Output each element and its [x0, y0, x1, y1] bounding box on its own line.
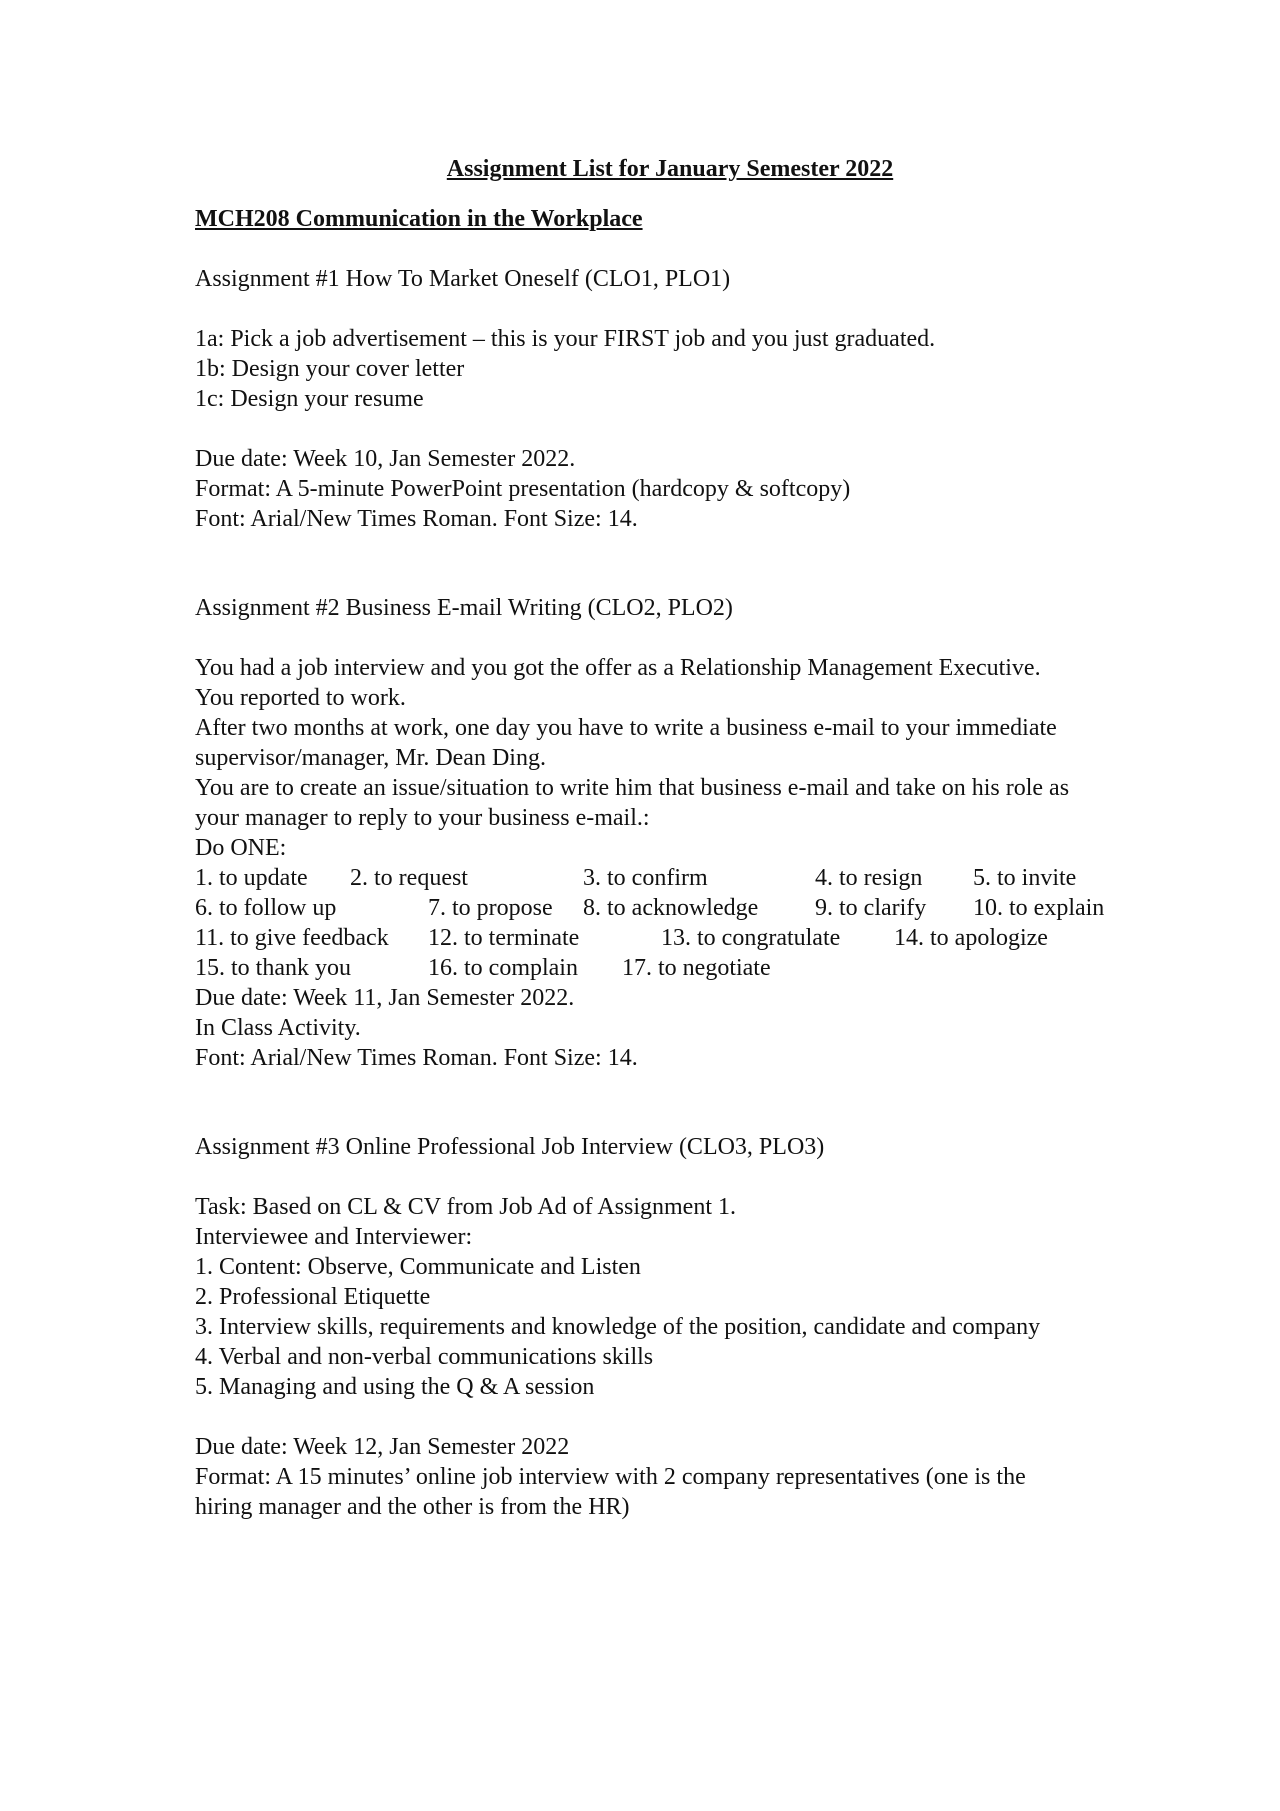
assignment-3-roles: Interviewee and Interviewer:	[195, 1224, 473, 1250]
option-item: 16. to complain	[428, 955, 578, 981]
assignment-2-paragraph-line: your manager to reply to your business e-mail.:	[195, 805, 650, 831]
option-item: 5. to invite	[973, 865, 1077, 891]
option-item: 11. to give feedback	[195, 925, 389, 951]
option-item: 4. to resign	[815, 865, 923, 891]
assignment-3-due-date: Due date: Week 12, Jan Semester 2022	[195, 1434, 570, 1460]
assignment-1-format: Format: A 5-minute PowerPoint presentation (hardcopy & softcopy)	[195, 476, 851, 502]
option-item: 15. to thank you	[195, 955, 351, 981]
assignment-1-task-1a: 1a: Pick a job advertisement – this is your FIRST job and you just graduated.	[195, 326, 936, 352]
option-item: 7. to propose	[428, 895, 553, 921]
assignment-1-heading: Assignment #1 How To Market Oneself (CLO1, PLO1)	[195, 266, 731, 292]
assignment-2-font: Font: Arial/New Times Roman. Font Size: 14.	[195, 1045, 638, 1071]
assignment-2-paragraph-line: supervisor/manager, Mr. Dean Ding.	[195, 745, 546, 771]
assignment-3-item: 1. Content: Observe, Communicate and Listen	[195, 1254, 641, 1280]
option-item: 3. to confirm	[583, 865, 708, 891]
option-item: 12. to terminate	[428, 925, 580, 951]
assignment-2-activity: In Class Activity.	[195, 1015, 361, 1041]
assignment-3-task: Task: Based on CL & CV from Job Ad of Assignment 1.	[195, 1194, 736, 1220]
assignment-2-paragraph-line: You had a job interview and you got the offer as a Relationship Management Executive.	[195, 655, 1041, 681]
assignment-2-due-date: Due date: Week 11, Jan Semester 2022.	[195, 985, 575, 1011]
course-title: MCH208 Communication in the Workplace	[195, 206, 643, 232]
option-item: 14. to apologize	[894, 925, 1048, 951]
option-item: 10. to explain	[973, 895, 1105, 921]
option-item: 9. to clarify	[815, 895, 927, 921]
option-item: 17. to negotiate	[622, 955, 771, 981]
assignment-3-heading: Assignment #3 Online Professional Job Interview (CLO3, PLO3)	[195, 1134, 825, 1160]
option-item: 8. to acknowledge	[583, 895, 759, 921]
assignment-1-font: Font: Arial/New Times Roman. Font Size: 14.	[195, 506, 638, 532]
assignment-3-item: 4. Verbal and non-verbal communications skills	[195, 1344, 654, 1370]
assignment-3-item: 2. Professional Etiquette	[195, 1284, 431, 1310]
assignment-3-item: 3. Interview skills, requirements and knowledge of the position, candidate and company	[195, 1314, 1041, 1340]
assignment-3-item: 5. Managing and using the Q & A session	[195, 1374, 595, 1400]
assignment-1-task-1b: 1b: Design your cover letter	[195, 356, 465, 382]
option-item: 1. to update	[195, 865, 308, 891]
assignment-2-paragraph-line: You are to create an issue/situation to write him that business e-mail and take on his role as	[195, 775, 1070, 801]
assignment-2-do-one: Do ONE:	[195, 835, 287, 861]
assignment-1-task-1c: 1c: Design your resume	[195, 386, 424, 412]
option-item: 13. to congratulate	[661, 925, 841, 951]
assignment-2-heading: Assignment #2 Business E-mail Writing (CLO2, PLO2)	[195, 595, 733, 621]
assignment-3-format-line: hiring manager and the other is from the HR)	[195, 1494, 630, 1520]
assignment-2-paragraph-line: You reported to work.	[195, 685, 406, 711]
assignment-3-format-line: Format: A 15 minutes’ online job interview with 2 company representatives (one is the	[195, 1464, 1026, 1490]
assignment-1-due-date: Due date: Week 10, Jan Semester 2022.	[195, 446, 576, 472]
assignment-2-paragraph-line: After two months at work, one day you have to write a business e-mail to your immediate	[195, 715, 1057, 741]
option-item: 2. to request	[350, 865, 468, 891]
document-title: Assignment List for January Semester 2022	[446, 156, 894, 182]
option-item: 6. to follow up	[195, 895, 337, 921]
